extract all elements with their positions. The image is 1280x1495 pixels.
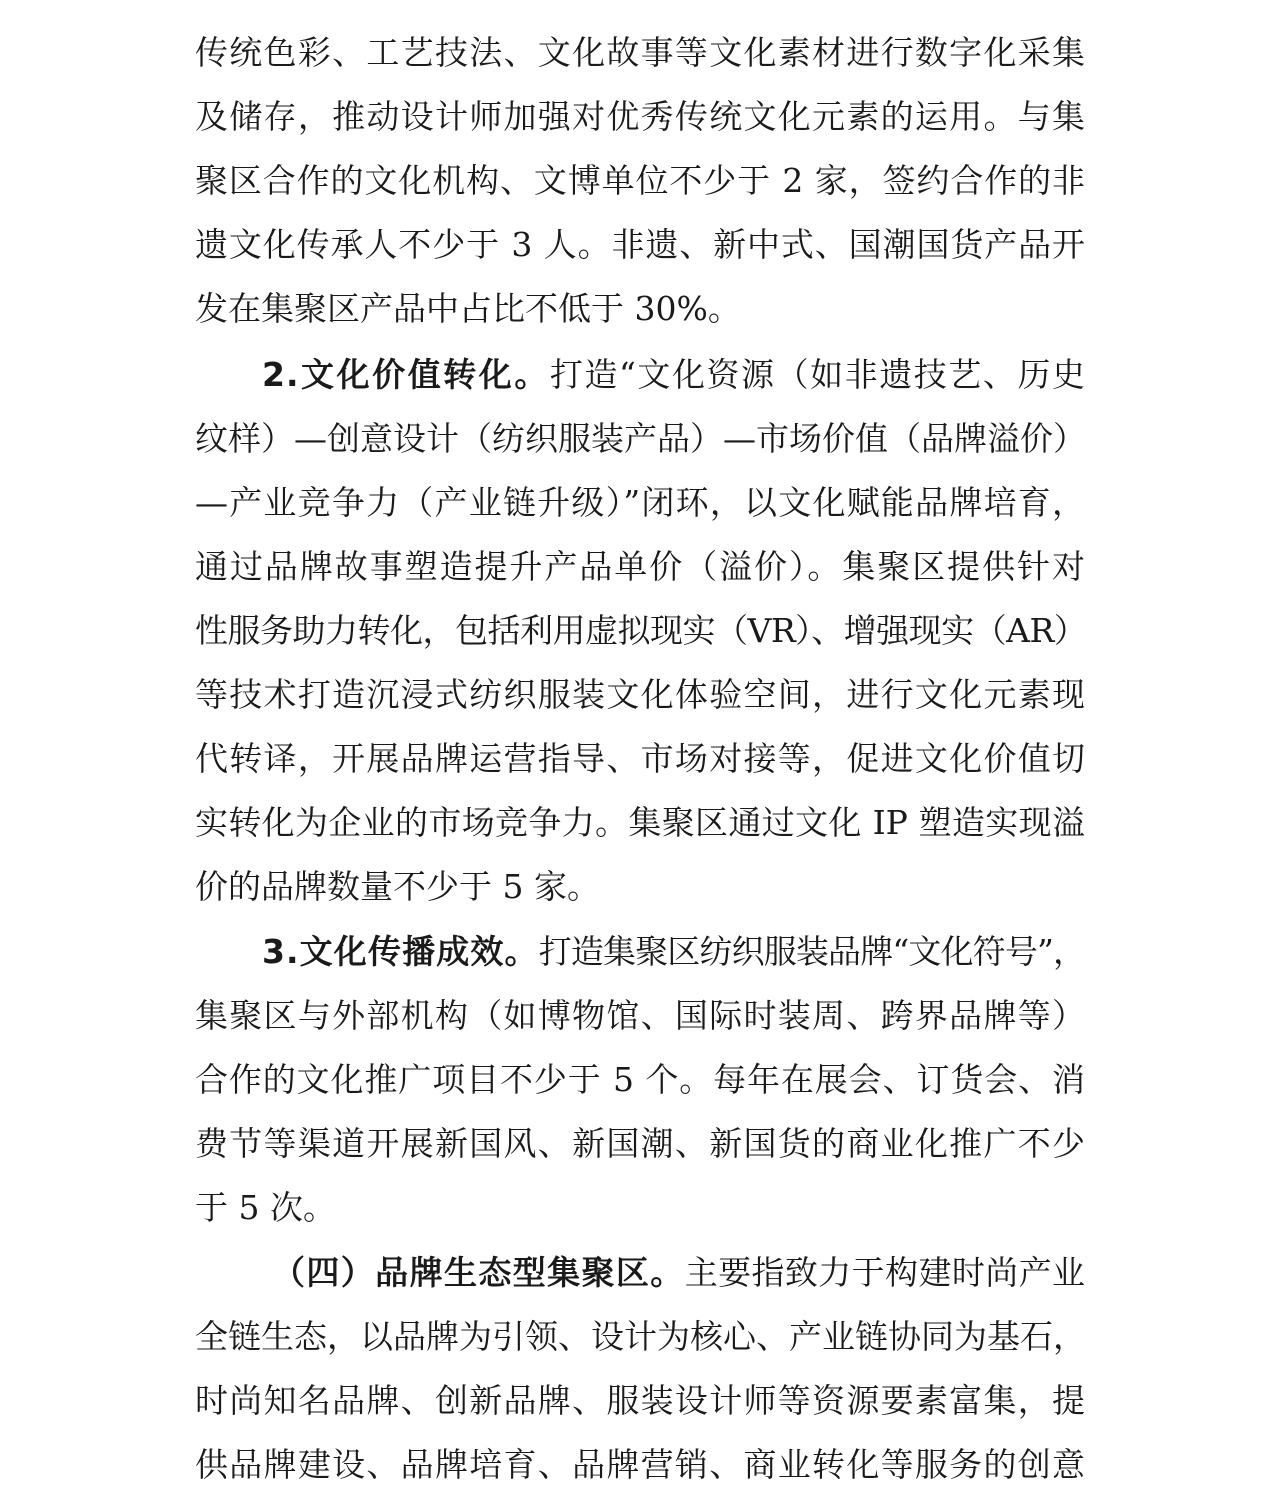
paragraph-3-line-4: 费节等渠道开展新国风、新国潮、新国货的商业化推广不少 (195, 1124, 1085, 1163)
paragraph-2-line-4: 通过品牌故事塑造提升产品单价（溢价）。集聚区提供针对 (195, 547, 1085, 586)
paragraph-4-first-line-text: 主要指致力于构建时尚产业 (684, 1253, 1086, 1292)
paragraph-4-line-2: 全链生态，以品牌为引领、设计为核心、产业链协同为基石， (195, 1317, 1086, 1356)
paragraph-2-first-line (262, 345, 1085, 405)
paragraph-2-line-6: 等技术打造沉浸式纺织服装文化体验空间，进行文化元素现 (195, 675, 1085, 714)
paragraph-2-first-line-text: 打造“文化资源（如非遗技艺、历史 (549, 355, 1085, 394)
paragraph-2-line-7: 代转译，开展品牌运营指导、市场对接等，促进文化价值切 (195, 739, 1085, 778)
paragraph-3-first-line (262, 922, 1085, 982)
paragraph-1-line-2: 及储存，推动设计师加强对优秀传统文化元素的运用。与集 (195, 97, 1085, 136)
paragraph-1-line-4: 遗文化传承人不少于 3 人。非遗、新中式、国潮国货产品开 (195, 225, 1085, 264)
paragraph-4-line-4: 供品牌建设、品牌培育、品牌营销、商业转化等服务的创意 (195, 1445, 1085, 1484)
paragraph-3-line-2: 集聚区与外部机构（如博物馆、国际时装周、跨界品牌等） (195, 996, 1085, 1035)
paragraph-1-line-5: 发在集聚区产品中占比不低于 30%。 (195, 289, 741, 328)
paragraph-2-heading: 2.文化价值转化。 (262, 355, 550, 394)
paragraph-2-line-5: 性服务助力转化，包括利用虚拟现实（VR）、增强现实（AR） (195, 611, 1087, 650)
paragraph-2-line-3: —产业竞争力（产业链升级）”闭环，以文化赋能品牌培育， (195, 483, 1085, 522)
paragraph-4-heading: （四）品牌生态型集聚区。 (272, 1253, 685, 1292)
paragraph-3-line-3: 合作的文化推广项目不少于 5 个。每年在展会、订货会、消 (195, 1060, 1085, 1099)
paragraph-1-line-1: 传统色彩、工艺技法、文化故事等文化素材进行数字化采集 (195, 33, 1085, 72)
paragraph-3-line-5: 于 5 次。 (195, 1188, 336, 1227)
paragraph-2-line-9: 价的品牌数量不少于 5 家。 (195, 867, 600, 906)
paragraph-3-heading: 3.文化传播成效。 (262, 932, 539, 971)
paragraph-3-first-line-text: 打造集聚区纺织服装品牌“文化符号”， (538, 932, 1085, 971)
paragraph-1-line-3: 聚区合作的文化机构、文博单位不少于 2 家，签约合作的非 (195, 161, 1085, 200)
paragraph-4-first-line (272, 1243, 1085, 1303)
paragraph-2-line-8: 实转化为企业的市场竞争力。集聚区通过文化 IP 塑造实现溢 (195, 803, 1085, 842)
paragraph-2-line-2: 纹样）—创意设计（纺织服装产品）—市场价值（品牌溢价） (195, 419, 1086, 458)
paragraph-4-line-3: 时尚知名品牌、创新品牌、服装设计师等资源要素富集，提 (195, 1381, 1085, 1420)
